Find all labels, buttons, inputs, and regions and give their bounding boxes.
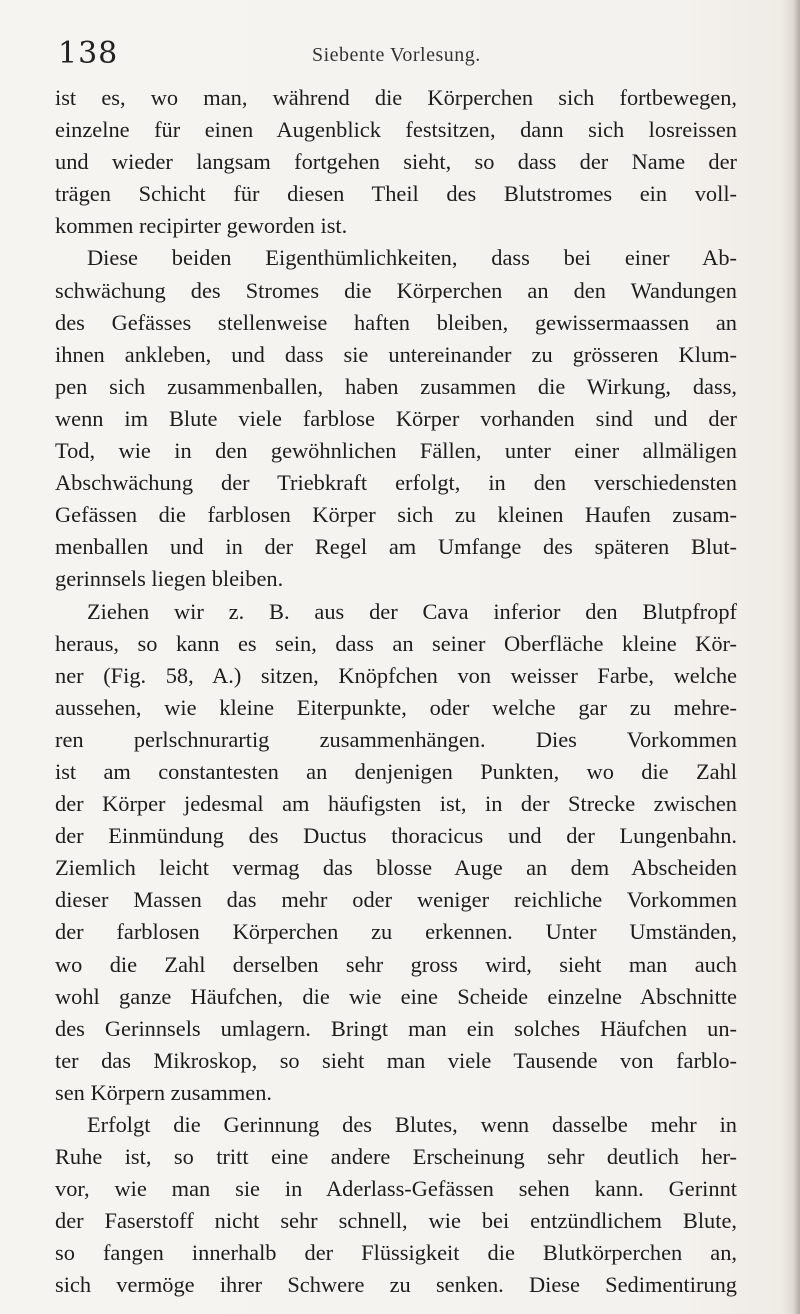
text-line: der Körper jedesmal am häufigsten ist, in der Strecke zwischen xyxy=(55,791,737,817)
text-line: Ruhe ist, so tritt eine andere Erscheinung sehr deutlich her- xyxy=(55,1144,737,1170)
text-line: aussehen, wie kleine Eiterpunkte, oder welche gar zu mehre- xyxy=(55,694,737,720)
text-line: der Einmündung des Ductus thoracicus und der Lungenbahn. xyxy=(55,823,737,849)
text-line: menballen und in der Regel am Umfange des späteren Blut- xyxy=(55,534,737,560)
text-line: Gefässen die farblosen Körper sich zu kleinen Haufen zusam- xyxy=(55,502,737,528)
text-line: sich vermöge ihrer Schwere zu senken. Diese Sedimentirung xyxy=(55,1272,737,1298)
text-line: Ziehen wir z. B. aus der Cava inferior den Blutpfropf xyxy=(87,598,737,624)
text-line: heraus, so kann es sein, dass an seiner Oberfläche kleine Kör- xyxy=(55,630,737,656)
text-line: trägen Schicht für diesen Theil des Blutstromes ein voll- xyxy=(55,181,737,207)
text-line: ist am constantesten an denjenigen Punkten, wo die Zahl xyxy=(55,758,737,784)
text-line: des Gerinnsels umlagern. Bringt man ein solches Häufchen un- xyxy=(55,1015,737,1041)
text-line: dieser Massen das mehr oder weniger reichliche Vorkommen xyxy=(55,887,737,913)
text-line: und wieder langsam fortgehen sieht, so dass der Name der xyxy=(55,149,737,175)
text-line: gerinnsels liegen bleiben. xyxy=(55,566,284,592)
page-edge-shadow xyxy=(782,0,800,1314)
text-line: wohl ganze Häufchen, die wie eine Scheide einzelne Abschnitte xyxy=(55,983,737,1009)
text-line: Ziemlich leicht vermag das blosse Auge an dem Abscheiden xyxy=(55,855,737,881)
text-line: der Faserstoff nicht sehr schnell, wie bei entzündlichem Blute, xyxy=(55,1208,737,1234)
running-head: Siebente Vorlesung. xyxy=(312,44,481,66)
text-line: so fangen innerhalb der Flüssigkeit die Blutkörperchen an, xyxy=(55,1240,737,1266)
text-line: pen sich zusammenballen, haben zusammen die Wirkung, dass, xyxy=(55,373,737,399)
text-line: Erfolgt die Gerinnung des Blutes, wenn dasselbe mehr in xyxy=(87,1112,737,1137)
body-text xyxy=(55,82,737,1302)
text-line: der farblosen Körperchen zu erkennen. Unter Umständen, xyxy=(55,919,737,945)
text-line: vor, wie man sie in Aderlass-Gefässen sehen kann. Gerinnt xyxy=(55,1176,737,1202)
text-line: Abschwächung der Triebkraft erfolgt, in den verschiedensten xyxy=(55,470,737,496)
text-line: kommen recipirter geworden ist. xyxy=(55,213,348,239)
text-line: Diese beiden Eigenthümlichkeiten, dass bei einer Ab- xyxy=(87,245,737,271)
text-line: ist es, wo man, während die Körperchen sich fortbewegen, xyxy=(55,85,737,110)
text-line: ter das Mikroskop, so sieht man viele Tausende von farblo- xyxy=(55,1047,737,1073)
text-line: ren perlschnurartig zusammenhängen. Dies Vorkommen xyxy=(55,726,737,752)
text-line: sen Körpern zusammen. xyxy=(55,1079,272,1105)
text-line: schwächung des Stromes die Körperchen an den Wandungen xyxy=(55,277,737,303)
page-number: 138 xyxy=(58,36,119,71)
text-line: einzelne für einen Augenblick festsitzen, dann sich losreissen xyxy=(55,117,737,143)
text-line: wo die Zahl derselben sehr gross wird, sieht man auch xyxy=(55,951,737,977)
text-line: ner (Fig. 58, A.) sitzen, Knöpfchen von weisser Farbe, welche xyxy=(55,662,737,688)
text-line: des Gefässes stellenweise haften bleiben, gewissermaassen an xyxy=(55,309,737,335)
text-line: wenn im Blute viele farblose Körper vorhanden sind und der xyxy=(55,405,737,431)
text-line: Tod, wie in den gewöhnlichen Fällen, unter einer allmäligen xyxy=(55,438,737,464)
text-line: ihnen ankleben, und dass sie untereinander zu grösseren Klum- xyxy=(55,341,737,367)
page-header xyxy=(0,0,800,70)
